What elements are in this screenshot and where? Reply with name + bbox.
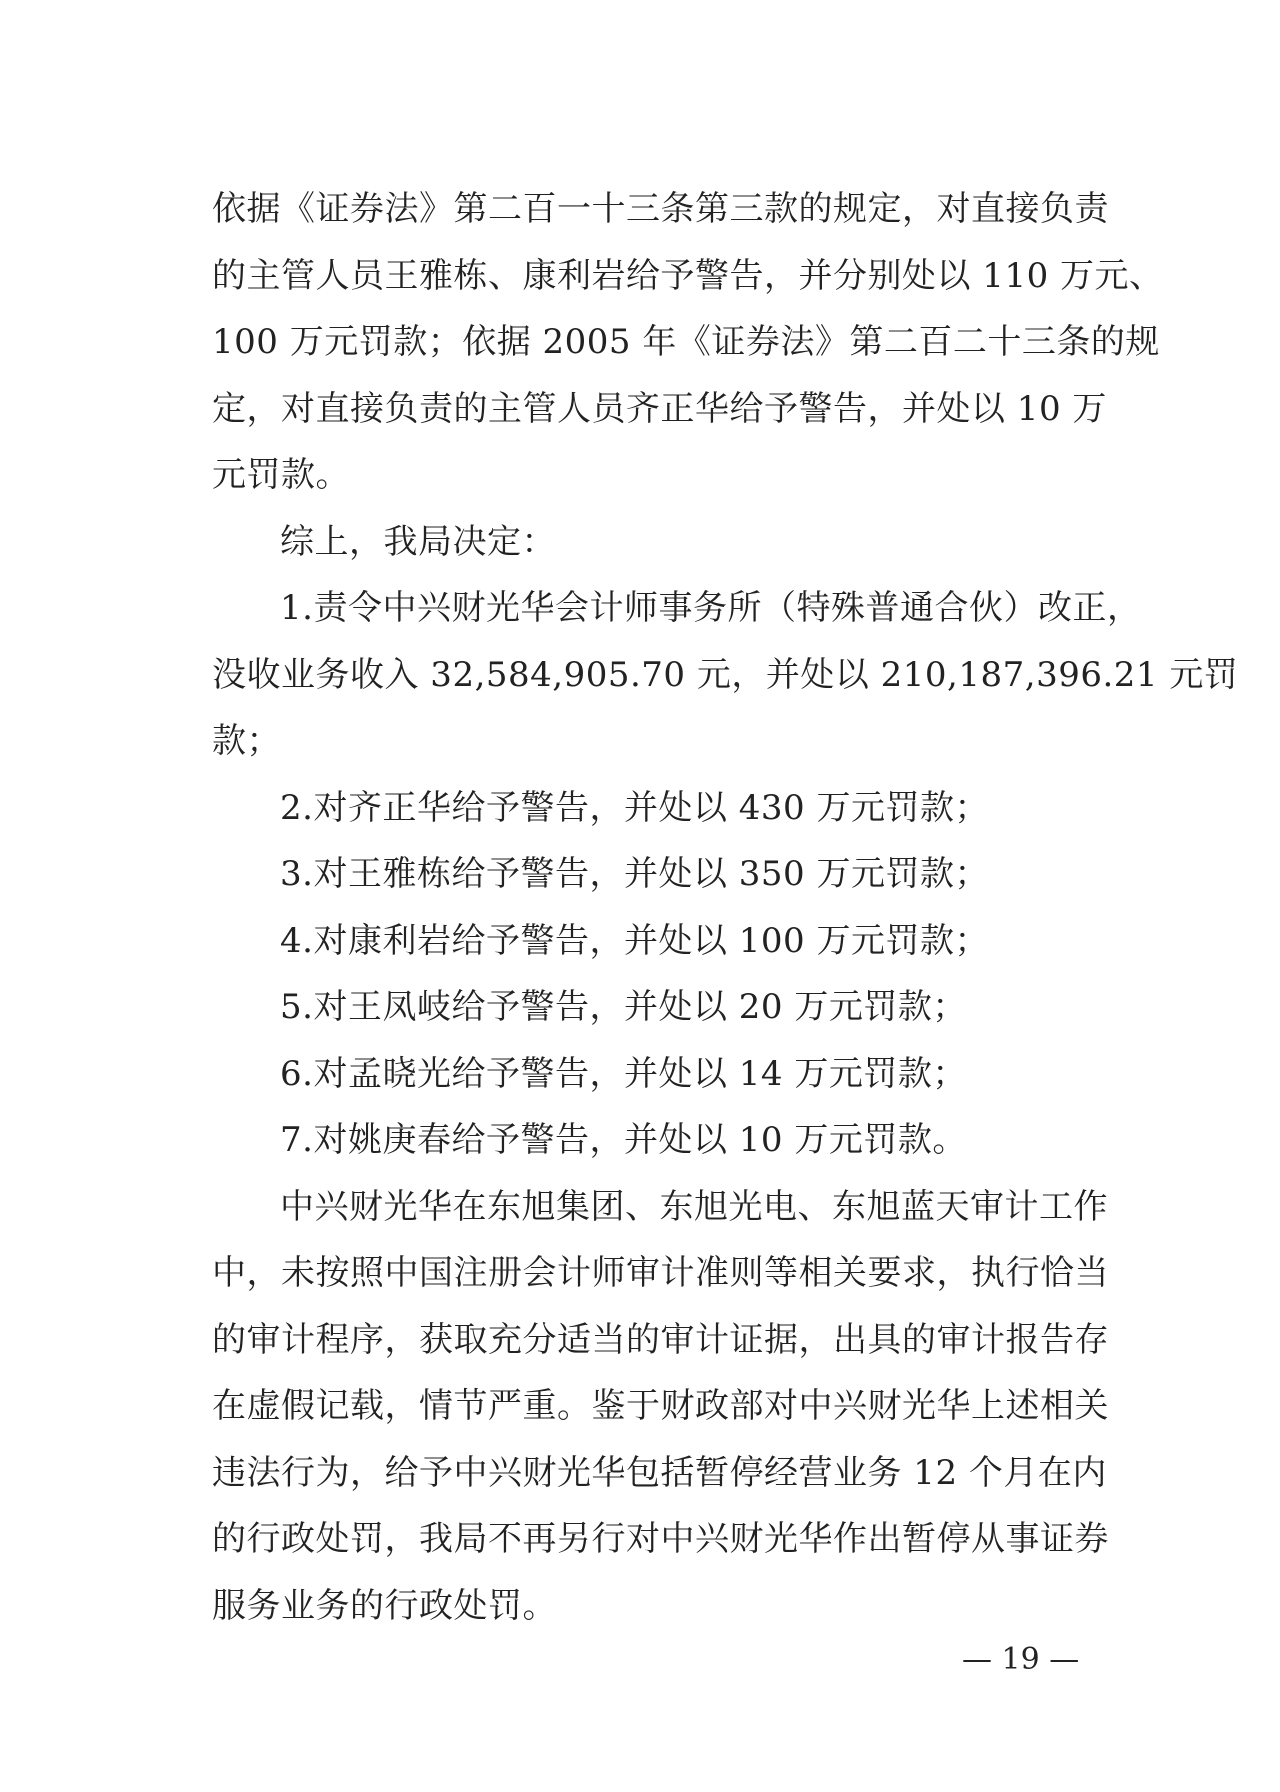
paragraph-line: 定，对直接负责的主管人员齐正华给予警告，并处以 10 万 — [212, 388, 1107, 429]
paragraph-line: 违法行为，给予中兴财光华包括暂停经营业务 12 个月在内 — [212, 1452, 1107, 1493]
paragraph-line: 综上，我局决定： — [280, 521, 556, 562]
body-text — [212, 176, 1239, 1639]
list-item-line: 4.对康利岩给予警告，并处以 100 万元罚款； — [280, 920, 989, 961]
list-item-line: 2.对齐正华给予警告，并处以 430 万元罚款； — [280, 787, 989, 828]
paragraph-line: 服务业务的行政处罚。 — [212, 1585, 557, 1626]
list-item-line: 3.对王雅栋给予警告，并处以 350 万元罚款； — [280, 854, 989, 894]
paragraph-line: 中兴财光华在东旭集团、东旭光电、东旭蓝天审计工作 — [280, 1186, 1108, 1227]
paragraph-line: 中，未按照中国注册会计师审计准则等相关要求，执行恰当 — [212, 1253, 1109, 1293]
paragraph-line: 依据《证券法》第二百一十三条第三款的规定，对直接负责 — [212, 189, 1109, 229]
paragraph-line: 元罚款。 — [212, 455, 350, 495]
paragraph-line: 100 万元罚款；依据 2005 年《证券法》第二百二十三条的规 — [212, 322, 1160, 362]
list-item-line: 没收业务收入 32,584,905.70 元，并处以 210,187,396.21 元罚 — [212, 654, 1239, 695]
list-item-line: 款； — [212, 721, 281, 761]
list-item-line: 7.对姚庚春给予警告，并处以 10 万元罚款。 — [280, 1120, 967, 1160]
list-item-line: 5.对王凤岐给予警告，并处以 20 万元罚款； — [280, 987, 967, 1027]
paragraph-line: 的主管人员王雅栋、康利岩给予警告，并分别处以 110 万元、 — [212, 255, 1164, 296]
paragraph-line: 在虚假记载，情节严重。鉴于财政部对中兴财光华上述相关 — [212, 1386, 1109, 1426]
list-item-line: 6.对孟晓光给予警告，并处以 14 万元罚款； — [280, 1053, 967, 1094]
page-number: — 19 — — [962, 1642, 1080, 1677]
list-item-line: 1.责令中兴财光华会计师事务所（特殊普通合伙）改正， — [280, 588, 1142, 628]
paragraph-line: 的行政处罚，我局不再另行对中兴财光华作出暂停从事证券 — [212, 1519, 1109, 1559]
paragraph-line: 的审计程序，获取充分适当的审计证据，出具的审计报告存 — [212, 1319, 1109, 1360]
